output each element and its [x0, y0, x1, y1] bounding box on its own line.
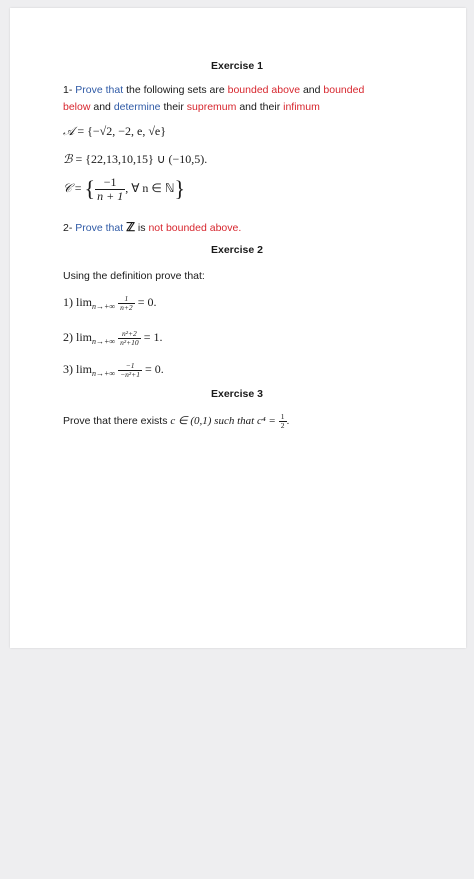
set-b-body: = {22,13,10,15} ∪ (−10,5).: [75, 152, 208, 166]
limit-1-denominator: n+2: [120, 302, 133, 312]
limit-1-result: = 0.: [137, 295, 157, 309]
exercise-1-question-1-line-1: [63, 84, 364, 97]
limit-2-numerator: n²+2: [118, 330, 141, 339]
limit-1-label: 1): [63, 295, 73, 309]
not-bounded-above-phrase: not bounded above.: [148, 222, 242, 234]
exercise-3-period: .: [286, 415, 290, 427]
limit-1-fraction: [118, 295, 135, 312]
question-text: the following sets are: [126, 84, 225, 96]
set-b-name: ℬ: [63, 152, 73, 166]
exercise-3-math: c ∈ (0,1) such that c⁴ =: [170, 415, 276, 427]
question-number: 1-: [63, 84, 73, 96]
set-c-open-brace: {: [84, 176, 96, 202]
set-c-denominator: n + 1: [97, 188, 124, 203]
limit-2-result: = 1.: [143, 330, 163, 344]
exercise-1-question-2: [63, 221, 241, 235]
limit-3-result: = 0.: [145, 362, 164, 376]
question-2-is: is: [137, 222, 146, 234]
set-b-definition: [63, 153, 207, 166]
exercise-3-statement: [63, 411, 289, 431]
and-word-2: and: [93, 101, 111, 113]
and-their-phrase: and their: [239, 101, 281, 113]
limit-2-label: 2): [63, 330, 73, 344]
set-c-name: 𝒞: [63, 180, 72, 195]
set-a-body: = {−√2, −2, e, √e}: [77, 124, 167, 138]
bounded-word: bounded: [323, 84, 365, 96]
set-c-close-brace: }: [174, 176, 186, 202]
limit-3: [63, 358, 164, 385]
and-word: and: [302, 84, 321, 96]
limit-2-subscript: n→+∞: [92, 337, 116, 346]
exercise-2-intro: Using the definition prove that:: [63, 270, 205, 282]
integers-symbol: ℤ: [126, 220, 135, 234]
determine-word: determine: [113, 101, 161, 113]
one-half-fraction: [279, 413, 287, 430]
limit-1-subscript: n→+∞: [92, 302, 116, 311]
one-half-numerator: 1: [280, 411, 285, 421]
limit-2-denominator: n²+10: [120, 337, 139, 347]
limit-1: [63, 291, 156, 318]
below-word: below: [63, 101, 91, 113]
question-2-prove-that: Prove that: [75, 222, 124, 234]
exercise-3-title: Exercise 3: [211, 388, 263, 400]
infimum-word: infimum: [283, 101, 320, 113]
their-word: their: [163, 101, 184, 113]
supremum-word: supremum: [186, 101, 237, 113]
prove-that-phrase: Prove that: [75, 84, 124, 96]
question-2-number: 2-: [63, 222, 73, 234]
set-c-condition: , ∀ n ∈ ℕ: [125, 180, 175, 195]
limit-3-subscript: n→+∞: [92, 369, 116, 378]
document-page: [10, 8, 466, 648]
exercise-2-title: Exercise 2: [211, 244, 263, 256]
limit-2-fraction: [118, 330, 141, 347]
limit-3-lim: lim: [76, 362, 93, 376]
exercise-1-title: Exercise 1: [211, 60, 263, 72]
limit-1-lim: lim: [76, 295, 93, 309]
limit-2-lim: lim: [76, 330, 93, 344]
set-c-equals: =: [74, 180, 82, 195]
limit-3-fraction: [118, 362, 142, 379]
bounded-above-phrase: bounded above: [227, 84, 301, 96]
limit-3-numerator: −1: [118, 362, 142, 371]
set-a-name: 𝒜: [63, 124, 75, 138]
set-c-fraction: [95, 176, 125, 202]
set-c-definition: [63, 176, 185, 202]
limit-3-label: 3): [63, 362, 73, 376]
exercise-3-text: Prove that there exists: [63, 415, 168, 427]
exercise-1-question-1-line-2: [63, 101, 320, 114]
one-half-denominator: 2: [280, 420, 285, 430]
limit-3-denominator: −n²+1: [120, 369, 140, 379]
limit-1-numerator: 1: [118, 295, 135, 304]
set-c-numerator: −1: [95, 176, 125, 190]
limit-2: [63, 326, 162, 353]
set-a-definition: [63, 125, 166, 138]
